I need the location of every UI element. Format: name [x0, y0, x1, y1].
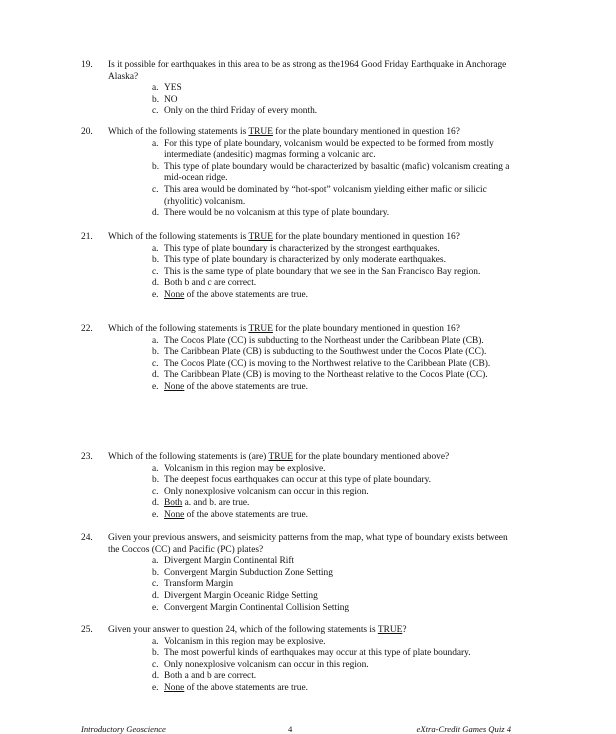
option-text: [164, 660, 369, 670]
answer-option: [152, 498, 521, 510]
text-segment: Which of the following statements is: [108, 324, 249, 334]
option-text: [164, 255, 446, 265]
underlined-text: None: [164, 509, 185, 520]
question-text: [108, 232, 521, 244]
text-segment: a. and b. are true.: [182, 498, 250, 509]
answer-option: [152, 382, 521, 394]
option-letter: e.: [152, 602, 159, 613]
text-segment: This type of plate boundary would be characterized by basaltic (mafic) volcanism creating a mid-ocean ridge.: [164, 161, 510, 184]
text-segment: of the above statements are true.: [184, 381, 308, 392]
underlined-text: None: [164, 289, 185, 300]
option-text: [164, 347, 486, 357]
answer-option: [152, 637, 521, 649]
footer-course-title: Introductory Geoscience: [81, 724, 166, 734]
text-segment: The most powerful kinds of earthquakes may occur at this type of plate boundary.: [164, 648, 471, 659]
text-segment: Only nonexplosive volcanism can occur in this region.: [164, 486, 369, 497]
option-text: [164, 671, 256, 681]
answer-option: [152, 556, 521, 568]
answer-option: [152, 591, 521, 603]
option-letter: d.: [152, 208, 160, 219]
option-text: [164, 382, 308, 392]
answer-options: [152, 336, 521, 394]
underlined-text: TRUE: [377, 625, 403, 635]
option-text: [164, 579, 233, 589]
text-segment: For this type of plate boundary, volcanism would be expected to be formed from mostly intermediate (andesitic) magmas forming a volcanic arc.: [164, 138, 494, 161]
option-letter: c.: [152, 659, 159, 670]
option-letter: c.: [152, 486, 159, 497]
answer-option: [152, 359, 521, 371]
text-segment: This type of plate boundary is characterized by only moderate earthquakes.: [164, 255, 446, 266]
question-block: [81, 324, 521, 394]
option-letter: b.: [152, 648, 160, 659]
option-text: [164, 498, 249, 508]
option-letter: b.: [152, 347, 160, 358]
text-segment: Convergent Margin Subduction Zone Setting: [164, 567, 333, 578]
answer-option: [152, 139, 521, 162]
text-segment: The Caribbean Plate (CB) is moving to the Northeast relative to the Cocos Plate (CC).: [164, 370, 488, 381]
question-text: [108, 533, 521, 556]
answer-option: [152, 185, 521, 208]
question-number: 23.: [81, 452, 93, 462]
underlined-text: TRUE: [248, 232, 273, 242]
option-text: [164, 336, 484, 346]
answer-options: [152, 244, 521, 302]
question-block: [81, 127, 521, 220]
answer-option: [152, 336, 521, 348]
text-segment: of the above statements are true.: [184, 289, 308, 300]
option-text: [164, 106, 317, 116]
option-letter: d.: [152, 671, 160, 682]
text-segment: This type of plate boundary is characterized by the strongest earthquakes.: [164, 243, 440, 254]
option-text: [164, 603, 349, 613]
answer-options: [152, 83, 521, 118]
option-text: [164, 83, 182, 93]
question-block: [81, 452, 521, 522]
option-text: [164, 475, 431, 485]
answer-option: [152, 267, 521, 279]
answer-option: [152, 244, 521, 256]
text-segment: of the above statements are true.: [184, 509, 308, 520]
answer-option: [152, 671, 521, 683]
option-letter: b.: [152, 161, 160, 172]
answer-option: [152, 603, 521, 615]
option-text: [164, 95, 178, 105]
option-letter: a.: [152, 335, 159, 346]
option-letter: e.: [152, 381, 159, 392]
option-letter: a.: [152, 243, 159, 254]
text-segment: Convergent Margin Continental Collision Setting: [164, 602, 350, 613]
text-segment: Both b and c are correct.: [164, 278, 257, 289]
option-letter: d.: [152, 278, 160, 289]
text-segment: for the plate boundary mentioned in question 16?: [272, 127, 460, 137]
option-text: [164, 244, 440, 254]
option-letter: e.: [152, 509, 159, 520]
text-segment: The deepest focus earthquakes can occur at this type of plate boundary.: [164, 475, 431, 486]
text-segment: Which of the following statements is (are): [108, 452, 269, 462]
text-segment: Volcanism in this region may be explosive.: [164, 463, 326, 474]
option-letter: b.: [152, 475, 160, 486]
option-letter: b.: [152, 94, 160, 105]
text-segment: Divergent Margin Oceanic Ridge Setting: [164, 590, 318, 601]
answer-option: [152, 568, 521, 580]
option-text: [164, 464, 326, 474]
question-block: [81, 533, 521, 614]
underlined-text: TRUE: [248, 324, 273, 334]
question-text: [108, 625, 521, 637]
question-text: [108, 324, 521, 336]
option-letter: a.: [152, 636, 159, 647]
option-text: [164, 487, 369, 497]
text-segment: There would be no volcanism at this type of plate boundary.: [164, 208, 390, 219]
answer-option: [152, 648, 521, 660]
option-text: [164, 370, 488, 380]
option-text: [164, 648, 471, 658]
answer-option: [152, 510, 521, 522]
text-segment: for the plate boundary mentioned above?: [292, 452, 450, 462]
text-segment: for the plate boundary mentioned in question 16?: [272, 324, 460, 334]
option-text: [164, 637, 326, 647]
text-segment: NO: [164, 94, 178, 105]
answer-option: [152, 464, 521, 476]
option-letter: e.: [152, 289, 159, 300]
text-segment: This is the same type of plate boundary that we see in the San Francisco Bay region.: [164, 266, 481, 277]
question-text: [108, 127, 521, 139]
option-letter: c.: [152, 579, 159, 590]
underlined-text: TRUE: [268, 452, 293, 462]
option-letter: c.: [152, 106, 159, 117]
option-letter: b.: [152, 255, 160, 266]
text-segment: Volcanism in this region may be explosive.: [164, 636, 326, 647]
question-number: 21.: [81, 232, 93, 242]
answer-option: [152, 487, 521, 499]
text-segment: Which of the following statements is: [108, 232, 249, 242]
answer-option: [152, 683, 521, 695]
option-letter: a.: [152, 463, 159, 474]
text-segment: Only nonexplosive volcanism can occur in this region.: [164, 659, 369, 670]
option-text: [164, 185, 487, 207]
option-letter: d.: [152, 370, 160, 381]
text-segment: Given your previous answers, and seismicity patterns from the map, what type of boundary exists between the Coccos (CC) and Pacific (PC) plates?: [108, 533, 508, 555]
text-segment: for the plate boundary mentioned in question 16?: [272, 232, 460, 242]
option-letter: d.: [152, 498, 160, 509]
answer-option: [152, 290, 521, 302]
answer-option: [152, 162, 521, 185]
question-text: [108, 60, 521, 83]
text-segment: The Caribbean Plate (CB) is subducting to the Southwest under the Cocos Plate (CC).: [164, 347, 487, 358]
underlined-text: TRUE: [248, 127, 273, 137]
option-text: [164, 683, 308, 693]
option-letter: c.: [152, 358, 159, 369]
option-text: [164, 290, 308, 300]
option-text: [164, 267, 480, 277]
option-text: [164, 556, 294, 566]
text-segment: The Cocos Plate (CC) is subducting to the Northeast under the Caribbean Plate (CB).: [164, 335, 484, 346]
answer-option: [152, 106, 521, 118]
footer-page-number: 4: [288, 724, 293, 734]
option-letter: c.: [152, 266, 159, 277]
text-segment: YES: [164, 83, 182, 94]
question-number: 25.: [81, 625, 93, 635]
answer-options: [152, 464, 521, 522]
option-text: [164, 139, 494, 161]
option-letter: a.: [152, 83, 159, 94]
question-block: [81, 625, 521, 695]
option-text: [164, 568, 333, 578]
text-segment: Transform Margin: [164, 579, 234, 590]
option-letter: d.: [152, 590, 160, 601]
answer-options: [152, 556, 521, 614]
option-letter: c.: [152, 184, 159, 195]
option-text: [164, 162, 509, 184]
text-segment: Divergent Margin Continental Rift: [164, 556, 295, 567]
answer-option: [152, 660, 521, 672]
question-block: [81, 232, 521, 302]
text-segment: of the above statements are true.: [184, 682, 308, 693]
option-letter: a.: [152, 556, 159, 567]
option-text: [164, 591, 318, 601]
question-block: [81, 60, 521, 118]
question-number: 22.: [81, 324, 93, 334]
answer-option: [152, 370, 521, 382]
answer-option: [152, 255, 521, 267]
underlined-text: None: [164, 682, 185, 693]
text-segment: Given your answer to question 24, which of the following statements is: [108, 625, 378, 635]
text-segment: This area would be dominated by “hot-spot” volcanism yielding either mafic or silicic (rhyolitic) volcanism.: [164, 184, 487, 207]
answer-option: [152, 208, 521, 220]
answer-option: [152, 347, 521, 359]
option-letter: e.: [152, 682, 159, 693]
underlined-text: Both: [164, 498, 183, 509]
option-text: [164, 510, 308, 520]
answer-option: [152, 579, 521, 591]
answer-option: [152, 475, 521, 487]
answer-options: [152, 637, 521, 695]
option-letter: b.: [152, 567, 160, 578]
underlined-text: None: [164, 381, 185, 392]
text-segment: Only on the third Friday of every month.: [164, 106, 318, 117]
question-text: [108, 452, 521, 464]
option-text: [164, 208, 389, 218]
text-segment: The Cocos Plate (CC) is moving to the Northwest relative to the Caribbean Plate (CB).: [164, 358, 491, 369]
text-segment: Both a and b are correct.: [164, 671, 257, 682]
option-text: [164, 359, 490, 369]
question-number: 24.: [81, 533, 93, 543]
text-segment: ?: [402, 625, 407, 635]
footer-quiz-title: eXtra-Credit Games Quiz 4: [416, 724, 511, 734]
answer-option: [152, 278, 521, 290]
text-segment: Which of the following statements is: [108, 127, 249, 137]
answer-option: [152, 95, 521, 107]
text-segment: Is it possible for earthquakes in this area to be as strong as the1964 Good Friday Earthquake in Anchorage Alaska?: [108, 60, 507, 82]
question-number: 20.: [81, 127, 93, 137]
answer-option: [152, 83, 521, 95]
option-letter: a.: [152, 138, 159, 149]
question-number: 19.: [81, 60, 93, 70]
answer-options: [152, 139, 521, 220]
option-text: [164, 278, 256, 288]
